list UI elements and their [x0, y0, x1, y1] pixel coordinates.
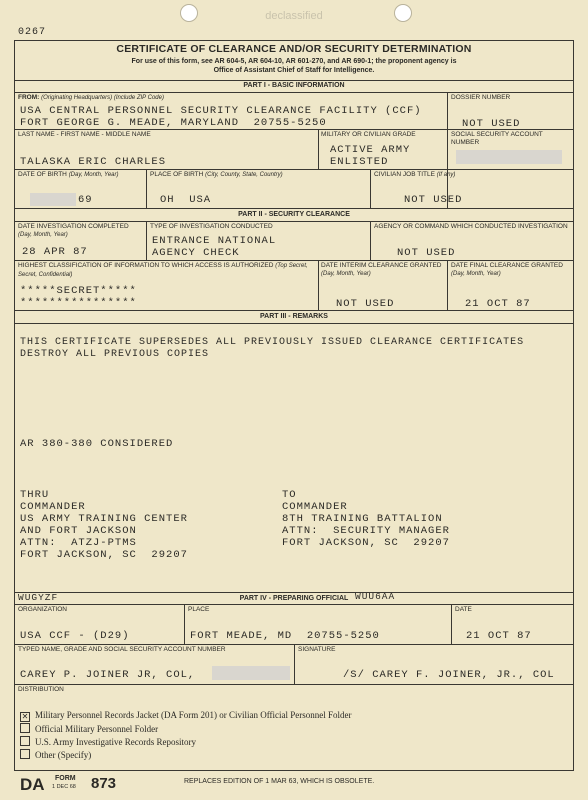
rule	[447, 92, 448, 208]
distribution-item-text: U.S. Army Investigative Records Repository	[35, 737, 196, 747]
address-line: 8TH TRAINING BATTALION	[282, 513, 443, 525]
date-value: 21 OCT 87	[466, 630, 532, 642]
military-value: ACTIVE ARMY	[330, 144, 411, 156]
from-line2: FORT GEORGE G. MEADE, MARYLAND 20755-5250	[20, 117, 327, 129]
job-label	[374, 171, 455, 180]
interim-hint: (Day, Month, Year)	[321, 270, 371, 277]
from-label	[18, 94, 164, 103]
dob-label-text: DATE OF BIRTH	[18, 171, 67, 178]
agency-value: NOT USED	[397, 247, 456, 259]
distribution-item	[20, 749, 91, 760]
distribution-item	[20, 710, 352, 722]
from-hint: (Originating Headquarters) (Include ZIP Code)	[41, 95, 164, 101]
rule	[14, 169, 574, 170]
interim-label	[321, 262, 443, 278]
inv-date-label-text: DATE INVESTIGATION COMPLETED	[18, 223, 129, 230]
address-line: ATTN: ATZJ-PTMS	[20, 537, 137, 549]
rule	[318, 129, 319, 169]
pob-label-text: PLACE OF BIRTH	[150, 171, 204, 178]
rule	[14, 604, 574, 605]
interim-label-text: DATE INTERIM CLEARANCE GRANTED	[321, 262, 442, 269]
watermark: declassified	[265, 10, 323, 22]
rule	[14, 92, 574, 93]
footer-da: DA	[20, 775, 45, 794]
rule	[184, 604, 185, 644]
address-line: TO	[282, 489, 297, 501]
final-label-text: DATE FINAL CLEARANCE GRANTED	[451, 262, 563, 269]
name-value: TALASKA ERIC CHARLES	[20, 156, 167, 168]
footer-form-number: 873	[91, 775, 117, 792]
inv-type-value-2: AGENCY CHECK	[152, 247, 240, 259]
part1-heading: PART I - BASIC INFORMATION	[243, 82, 345, 89]
address-line: ATTN: SECURITY MANAGER	[282, 525, 450, 537]
name-label: LAST NAME - FIRST NAME - MIDDLE NAME	[18, 131, 151, 138]
subtitle-line: Office of Assistant Chief of Staff for Intelligence.	[213, 67, 375, 74]
from-line1: USA CENTRAL PERSONNEL SECURITY CLEARANCE FACILITY (CCF)	[20, 105, 422, 117]
code-left: WUGYZF	[18, 592, 59, 603]
remark-line: THIS CERTIFICATE SUPERSEDES ALL PREVIOUSLY ISSUED CLEARANCE CERTIFICATES	[20, 337, 525, 348]
remark-line: DESTROY ALL PREVIOUS COPIES	[20, 349, 210, 360]
signature-label: SIGNATURE	[298, 646, 336, 653]
rule	[146, 169, 147, 208]
job-hint: (If any)	[436, 172, 456, 178]
rule	[14, 221, 574, 222]
checkbox	[20, 749, 30, 759]
final-hint: (Day, Month, Year)	[451, 270, 501, 277]
rule	[14, 208, 574, 209]
form-title: CERTIFICATE OF CLEARANCE AND/OR SECURITY DETERMINATION	[116, 43, 472, 55]
dob-hint: (Day, Month, Year)	[68, 172, 119, 178]
checkbox	[20, 723, 30, 733]
final-label	[451, 262, 571, 278]
thru-address	[20, 489, 188, 561]
checkbox-checked: ✕	[21, 712, 29, 721]
place-value: FORT MEADE, MD 20755-5250	[190, 630, 380, 642]
address-line: AND FORT JACKSON	[20, 525, 137, 537]
checkbox	[20, 736, 30, 746]
agency-label: AGENCY OR COMMAND WHICH CONDUCTED INVESTIGATION	[374, 223, 568, 230]
org-label: ORGANIZATION	[18, 606, 67, 613]
code-right: WUU6AA	[355, 591, 396, 602]
footer-replaces: REPLACES EDITION OF 1 MAR 63, WHICH IS OBSOLETE.	[184, 778, 375, 785]
typed-name-value: CAREY P. JOINER JR, COL,	[20, 669, 196, 681]
footer-form-date: 1 DEC 68	[52, 784, 76, 790]
subtitle-line: For use of this form, see AR 604-5, AR 604-10, AR 601-270, and AR 690-1; the proponent agency is	[131, 58, 457, 65]
rule	[451, 604, 452, 644]
job-value: NOT USED	[404, 194, 463, 206]
distribution-label: DISTRIBUTION	[18, 686, 64, 693]
rule	[14, 260, 574, 261]
rule	[447, 260, 448, 310]
inv-type-value: ENTRANCE NATIONAL	[152, 235, 277, 247]
address-line: FORT JACKSON, SC 29207	[20, 549, 188, 561]
inv-date-value: 28 APR 87	[22, 246, 88, 258]
inv-date-hint: (Day, Month, Year)	[18, 231, 68, 238]
rule	[370, 169, 371, 208]
address-line: THRU	[20, 489, 50, 501]
classification-hint: (Top Secret, Secret, Confidential)	[18, 263, 308, 278]
to-address	[282, 489, 450, 549]
ssn-redaction	[212, 666, 290, 680]
dossier-label: DOSSIER NUMBER	[451, 94, 511, 101]
address-line: FORT JACKSON, SC 29207	[282, 537, 450, 549]
pob-hint: (City, County, State, Country)	[205, 172, 283, 178]
rule	[370, 221, 371, 260]
dob-label	[18, 171, 143, 180]
distribution-item-text: Other (Specify)	[35, 750, 92, 760]
part3-heading: PART III - REMARKS	[260, 313, 328, 320]
distribution-item	[20, 723, 158, 734]
address-line: COMMANDER	[20, 501, 86, 513]
classification-value: *****SECRET*****	[20, 285, 137, 297]
place-label: PLACE	[188, 606, 210, 613]
rule	[318, 260, 319, 310]
classification-value-2: ****************	[20, 297, 137, 309]
remark-line: AR 380-380 CONSIDERED	[20, 438, 174, 450]
part4-heading: PART IV - PREPARING OFFICIAL	[239, 595, 349, 602]
military-value-2: ENLISTED	[330, 156, 389, 168]
military-label: MILITARY OR CIVILIAN GRADE	[321, 131, 416, 138]
dossier-value: NOT USED	[462, 118, 521, 130]
form-serial-number: 0267	[18, 27, 47, 38]
inv-type-label: TYPE OF INVESTIGATION CONDUCTED	[150, 223, 273, 230]
address-line: US ARMY TRAINING CENTER	[20, 513, 188, 525]
rule	[14, 592, 574, 593]
inv-date-label	[18, 223, 143, 239]
ssn-redaction	[456, 150, 562, 164]
rule	[14, 684, 574, 685]
rule	[146, 221, 147, 260]
dob-value: 69	[78, 194, 93, 206]
signature-value: /S/ CAREY F. JOINER, JR., COL	[343, 669, 555, 681]
rule	[14, 323, 574, 324]
address-line: COMMANDER	[282, 501, 348, 513]
dob-redaction	[30, 193, 76, 206]
rule	[294, 644, 295, 684]
rule	[14, 310, 574, 311]
typed-name-label: TYPED NAME, GRADE AND SOCIAL SECURITY ACCOUNT NUMBER	[18, 646, 226, 653]
distribution-item-text: Military Personnel Records Jacket (DA Form 201) or Civilian Official Personnel Folder	[35, 710, 352, 720]
pob-label	[150, 171, 283, 180]
rule	[14, 129, 574, 130]
distribution-item	[20, 736, 196, 747]
rule	[14, 80, 574, 81]
pob-value: OH USA	[160, 194, 212, 206]
from-label-text: FROM:	[18, 94, 40, 101]
form-footer	[20, 774, 580, 796]
org-value: USA CCF - (D29)	[20, 630, 130, 642]
distribution-item-text: Official Military Personnel Folder	[35, 724, 159, 734]
footer-form-word: FORM	[55, 775, 76, 782]
form-subtitle	[14, 57, 574, 75]
final-value: 21 OCT 87	[465, 298, 531, 310]
job-label-text: CIVILIAN JOB TITLE	[374, 171, 435, 178]
date-label: DATE	[455, 606, 472, 613]
interim-value: NOT USED	[336, 298, 395, 310]
ssn-label: SOCIAL SECURITY ACCOUNT NUMBER	[451, 131, 543, 146]
part2-heading: PART II - SECURITY CLEARANCE	[238, 211, 350, 218]
classification-label-text: HIGHEST CLASSIFICATION OF INFORMATION TO WHICH ACCESS IS AUTHORIZED	[18, 262, 274, 269]
classification-label	[18, 262, 308, 279]
